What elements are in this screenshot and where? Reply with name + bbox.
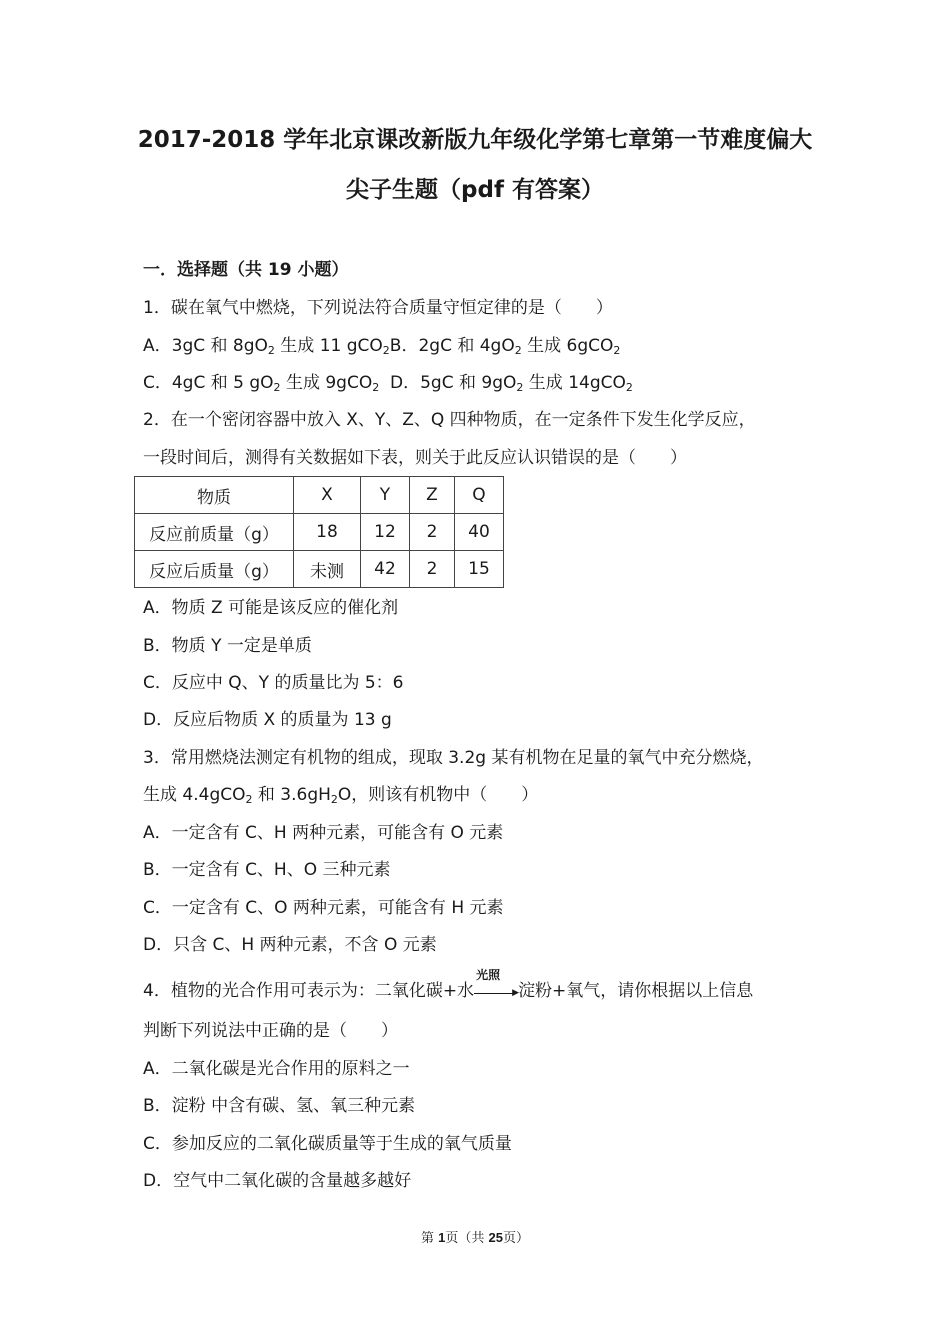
q4-option-a: A．二氧化碳是光合作用的原料之一 — [143, 1059, 410, 1079]
q1-options-cd — [143, 371, 633, 395]
q4-stem-line-1: 4．植物的光合作用可表示为：二氧化碳+水 光照 ▶ 淀粉+氧气，请你根据以上信息 — [143, 979, 753, 1003]
q1-option-c: C．4gC 和 5 $gO_2$ 生成 9gCO$_2$ — [143, 373, 380, 394]
section-heading: 一．选择题（共 19 小题） — [143, 260, 349, 280]
table-cell: 反应后质量（g） — [135, 551, 294, 588]
table-cell: 42 — [361, 551, 410, 588]
q4-option-c: C．参加反应的二氧化碳质量等于生成的氧气质量 — [143, 1134, 512, 1154]
reaction-arrow — [474, 968, 519, 1003]
q3-option-d: D．只含 C、H 两种元素，不含 O 元素 — [143, 935, 437, 955]
reaction-condition-label: 光照 — [476, 968, 501, 982]
page-footer: 第 1页（共 25页） — [421, 1230, 529, 1246]
q1-option-d: D．5gC 和 $9gO_2$ 生成 14gCO$_2$ — [390, 373, 633, 394]
table-row — [135, 551, 504, 588]
q1-option-a: A．3gC 和 $8gO_2$ 生成 11 gCO$_2$ — [143, 336, 390, 357]
q2-option-b: B．物质 Y 一定是单质 — [143, 636, 312, 656]
table-header-cell: 物质 — [135, 477, 294, 514]
table-cell: 18 — [294, 514, 361, 551]
table-cell: 2 — [410, 514, 455, 551]
q2-option-a: A．物质 Z 可能是该反应的催化剂 — [143, 598, 399, 618]
q1-option-b: B．2gC 和 $4gO_2$ 生成 6gCO$_2$ — [389, 336, 621, 357]
table-cell: 反应前质量（g） — [135, 514, 294, 551]
q2-stem-line-1: 2．在一个密闭容器中放入 X、Y、Z、Q 四种物质，在一定条件下发生化学反应， — [143, 410, 756, 430]
q3-stem-line-1: 3．常用燃烧法测定有机物的组成，现取 3.2g 某有机物在足量的氧气中充分燃烧， — [143, 748, 764, 768]
q2-option-c: C．反应中 Q、Y 的质量比为 5：6 — [143, 673, 404, 693]
q2-data-table — [134, 476, 504, 588]
document-title-line-1: 2017-2018 学年北京课改新版九年级化学第七章第一节难度偏大 — [137, 127, 813, 153]
q1-stem: 1．碳在氧气中燃烧，下列说法符合质量守恒定律的是（ ） — [143, 298, 613, 318]
q4-stem-line-2: 判断下列说法中正确的是（ ） — [143, 1021, 398, 1041]
q3-option-a: A．一定含有 C、H 两种元素，可能含有 O 元素 — [143, 823, 504, 843]
q2-option-d: D．反应后物质 X 的质量为 13 g — [143, 710, 392, 730]
q4-option-d: D．空气中二氧化碳的含量越多越好 — [143, 1171, 412, 1191]
table-header-cell: Y — [361, 477, 410, 514]
q3-option-b: B．一定含有 C、H、O 三种元素 — [143, 860, 391, 880]
table-header-cell: Z — [410, 477, 455, 514]
q2-stem-line-2: 一段时间后，测得有关数据如下表，则关于此反应认识错误的是（ ） — [143, 448, 687, 468]
q3-stem-line-2: 生成 4.4gCO$_2$ 和 $3.6gH_2O$，则该有机物中（ ） — [143, 785, 539, 806]
table-cell: 2 — [410, 551, 455, 588]
table-cell: 15 — [455, 551, 504, 588]
q1-options-ab — [143, 334, 620, 358]
table-header-row — [135, 477, 504, 514]
total-page-count: 25 — [488, 1230, 503, 1245]
current-page-number: 1 — [438, 1230, 446, 1245]
table-header-cell: X — [294, 477, 361, 514]
table-cell: 未测 — [294, 551, 361, 588]
document-title-line-2: 尖子生题（pdf 有答案） — [346, 177, 604, 203]
table-cell: 12 — [361, 514, 410, 551]
q3-option-c: C．一定含有 C、O 两种元素，可能含有 H 元素 — [143, 898, 504, 918]
table-header-cell: Q — [455, 477, 504, 514]
q4-option-b: B．淀粉 中含有碳、氢、氧三种元素 — [143, 1096, 416, 1116]
table-cell: 40 — [455, 514, 504, 551]
arrow-right-icon: ▶ — [512, 988, 519, 998]
table-row — [135, 514, 504, 551]
